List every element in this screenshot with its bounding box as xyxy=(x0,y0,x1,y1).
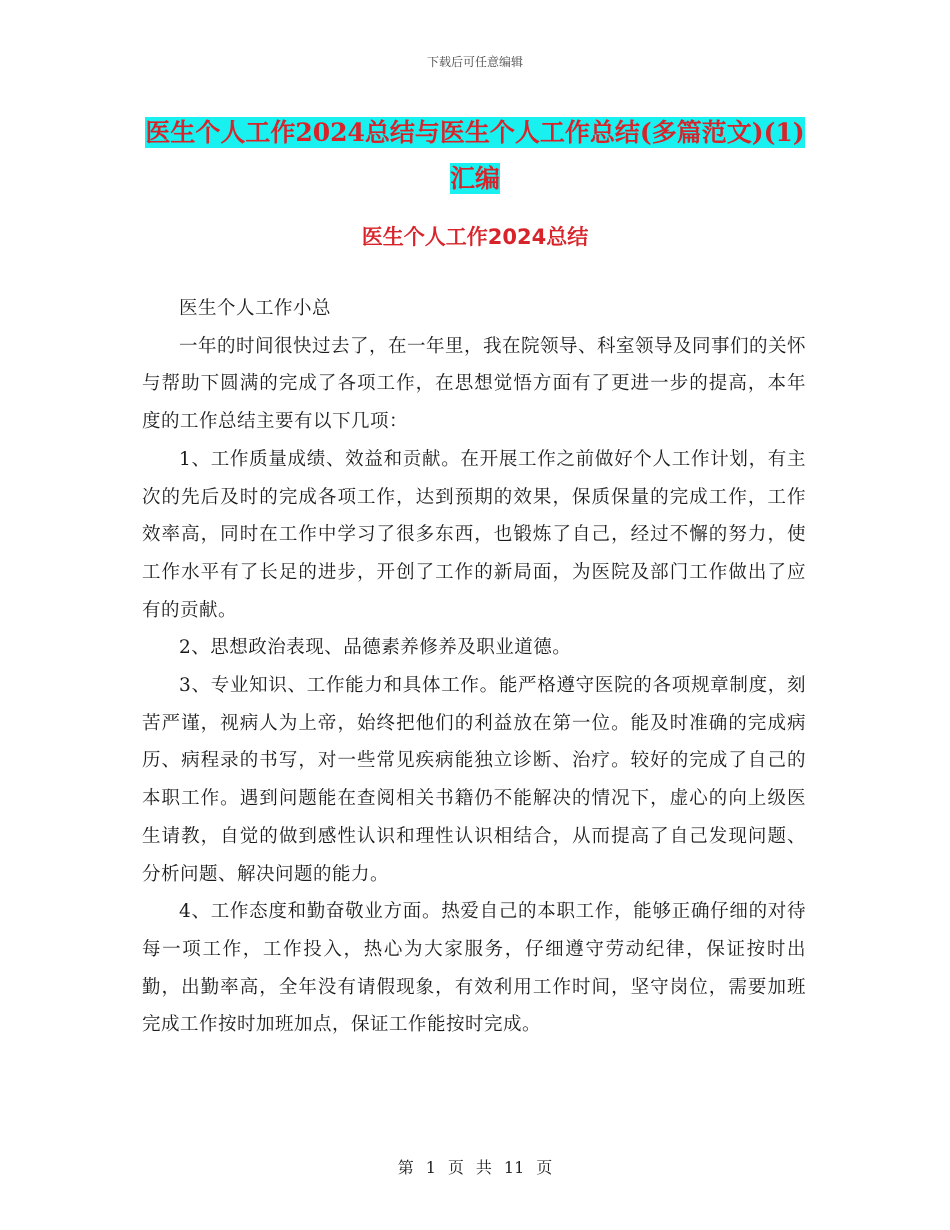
section-title: 医生个人工作2024总结 xyxy=(361,225,589,249)
document-title-text: 医生个人工作2024总结与医生个人工作总结(多篇范文)(1)汇编 xyxy=(145,118,805,193)
document-body xyxy=(142,290,806,1044)
footer-total-unit: 页 xyxy=(536,1158,553,1177)
footer-page-current: 1 xyxy=(425,1158,436,1177)
footer-page-total: 11 xyxy=(503,1158,525,1177)
paragraph-item-1: 1、工作质量成绩、效益和贡献。在开展工作之前做好个人工作计划，有主次的先后及时的完成各项工作，达到预期的效果，保质保量的完成工作，工作效率高，同时在工作中学习了很多东西，也锻炼了自己，经过不懈的努力，使工作水平有了长足的进步，开创了工作的新局面，为医院及部门工作做出了应有的贡献。 xyxy=(142,448,806,621)
document-title xyxy=(140,110,810,202)
footer-total-label: 共 xyxy=(475,1158,492,1177)
footer-page-label: 第 xyxy=(397,1158,414,1177)
paragraph-item-3: 3、专业知识、工作能力和具体工作。能严格遵守医院的各项规章制度，刻苦严谨，视病人为上帝，始终把他们的利益放在第一位。能及时准确的完成病历、病程录的书写，对一些常见疾病能独立诊断、治疗。较好的完成了自己的本职工作。遇到问题能在查阅相关书籍仍不能解决的情况下，虚心的向上级医生请教，自觉的做到感性认识和理性认识相结合，从而提高了自己发现问题、分析问题、解决问题的能力。 xyxy=(142,675,806,885)
paragraph-item-2: 2、思想政治表现、品德素养修养及职业道德。 xyxy=(179,637,572,659)
paragraph-intro: 一年的时间很快过去了，在一年里，我在院领导、科室领导及同事们的关怀与帮助下圆满的完成了各项工作，在思想觉悟方面有了更进一步的提高，本年度的工作总结主要有以下几项： xyxy=(142,335,807,433)
footer-page-unit: 页 xyxy=(447,1158,464,1177)
paragraph-subtitle: 医生个人工作小总 xyxy=(179,298,332,319)
page-footer xyxy=(0,1155,950,1178)
header-note: 下载后可任意编辑 xyxy=(426,55,523,69)
paragraph-item-4: 4、工作态度和勤奋敬业方面。热爱自己的本职工作，能够正确仔细的对待每一项工作，工作投入，热心为大家服务，仔细遵守劳动纪律，保证按时出勤，出勤率高，全年没有请假现象，有效利用工作时间，坚守岗位，需要加班完成工作按时加班加点，保证工作能按时完成。 xyxy=(142,901,806,1036)
